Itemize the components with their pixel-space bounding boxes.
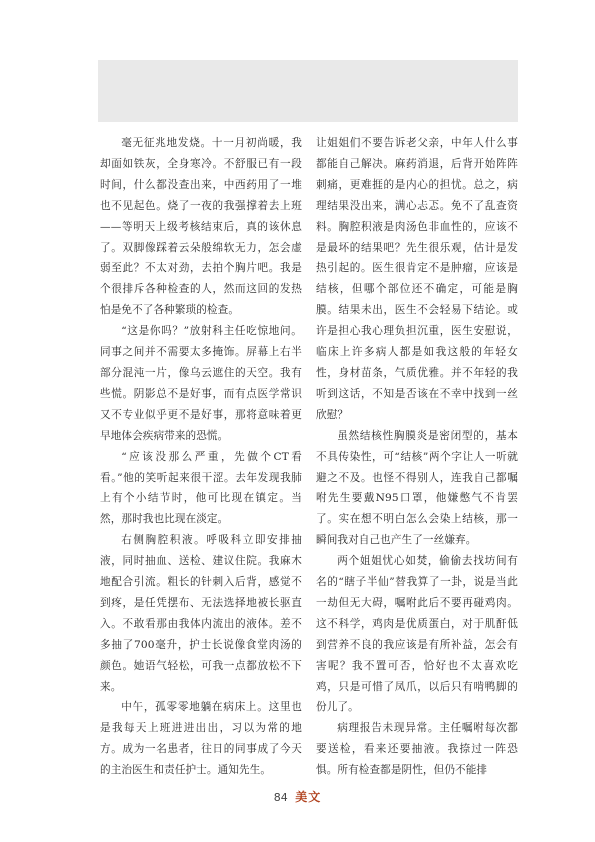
paragraph: 虽然结核性胸膜炎是密闭型的，基本不具传染性，可“结核”两个字让人一听就避之不及。也怪不得别人，连我自己都嘱咐先生要戴N95口罩，他嫌憋气不肯罢了。实在想不明白怎么会染上结核，那一瞬间我对自己也产生了一丝嫌弃。 xyxy=(316,429,518,547)
page-footer xyxy=(0,788,595,805)
page-number: 84 xyxy=(273,791,288,804)
paragraph: “应该没那么严重，先做个CT看看。”他的笑听起来很干涩。去年发现我肺上有个小结节时，他可比现在镇定。当然，那时我也比现在淡定。 xyxy=(100,450,302,526)
header-image-band xyxy=(98,60,518,122)
paragraph: 右侧胸腔积液。呼吸科立即安排抽液，同时抽血、送检、建议住院。我麻木地配合引流。粗长的针刺入后背，感觉不到疼，是任凭摆布、无法选择地被长驱直入。不敢看那由我体内流出的液体。差不多抽了700毫升，护士长说像食堂肉汤的颜色。她语气轻松，可我一点都放松不下来。 xyxy=(100,534,302,693)
paragraph: 中午，孤零零地躺在病床上。这里也是我每天上班进进出出，习以为常的地方。成为一名患者，往日的同事成了今天的主治医生和责任护士。通知先生。 xyxy=(100,701,302,777)
right-text-column xyxy=(316,133,518,781)
magazine-logo: 美文 xyxy=(295,790,322,804)
paragraph: 病理报告未现异常。主任嘱咐每次都要送检，看来还要抽液。我捺过一阵恐惧。所有检查都是阴性，但仍不能排 xyxy=(316,722,518,777)
paragraph: 让姐姐们不要告诉老父亲，中年人什么事都能自己解决。麻药消退，后背开始阵阵刺痛，更难捱的是内心的担忧。总之，病理结果没出来，满心忐忑。免不了乱查资料。胸腔积液是肉汤色非血性的，应该不是最坏的结果吧？先生很乐观，估计是发热引起的。医生很肯定不是肿瘤，应该是结核，但哪个部位还不确定，可能是胸膜。结果未出，医生不会轻易下结论。或许是担心我心理负担沉重，医生安慰说，临床上许多病人都是如我这般的年轻女性，身材苗条，气质优雅。并不年轻的我听到这话，不知是否该在不幸中找到一丝欣慰？ xyxy=(316,137,518,421)
paragraph: “这是你吗？”放射科主任吃惊地问。同事之间并不需要太多掩饰。屏幕上右半部分混沌一片，像乌云遮住的天空。我有些慌。阴影总不是好事，而有点医学常识又不专业似乎更不是好事，那将意味着更早地体会疾病带来的恐慌。 xyxy=(100,325,302,442)
paragraph: 两个姐姐忧心如焚，偷偷去找坊间有名的“瞎子半仙”替我算了一卦，说是当此一劫但无大碍，嘱咐此后不要再碰鸡肉。这不科学，鸡肉是优质蛋白，对于肌酐低到营养不良的我应该是有所补益，怎会有害呢？我不置可否，恰好也不太喜欢吃鸡，只是可惜了凤爪，以后只有啃鸭脚的份儿了。 xyxy=(316,555,518,714)
left-text-column xyxy=(100,133,302,781)
paragraph: 毫无征兆地发烧。十一月初尚暖，我却面如铁灰，全身寒冷。不舒服已有一段时间，什么都没查出来，中西药用了一堆也不见起色。烧了一夜的我强撑着去上班——等明天上级考核结束后，真的该休息了。双脚像踩着云朵般绵软无力，怎会虚弱至此？不太对劲，去拍个胸片吧。我是个很排斥各种检查的人，然而这回的发热怕是免不了各种繁琐的检查。 xyxy=(100,137,302,317)
